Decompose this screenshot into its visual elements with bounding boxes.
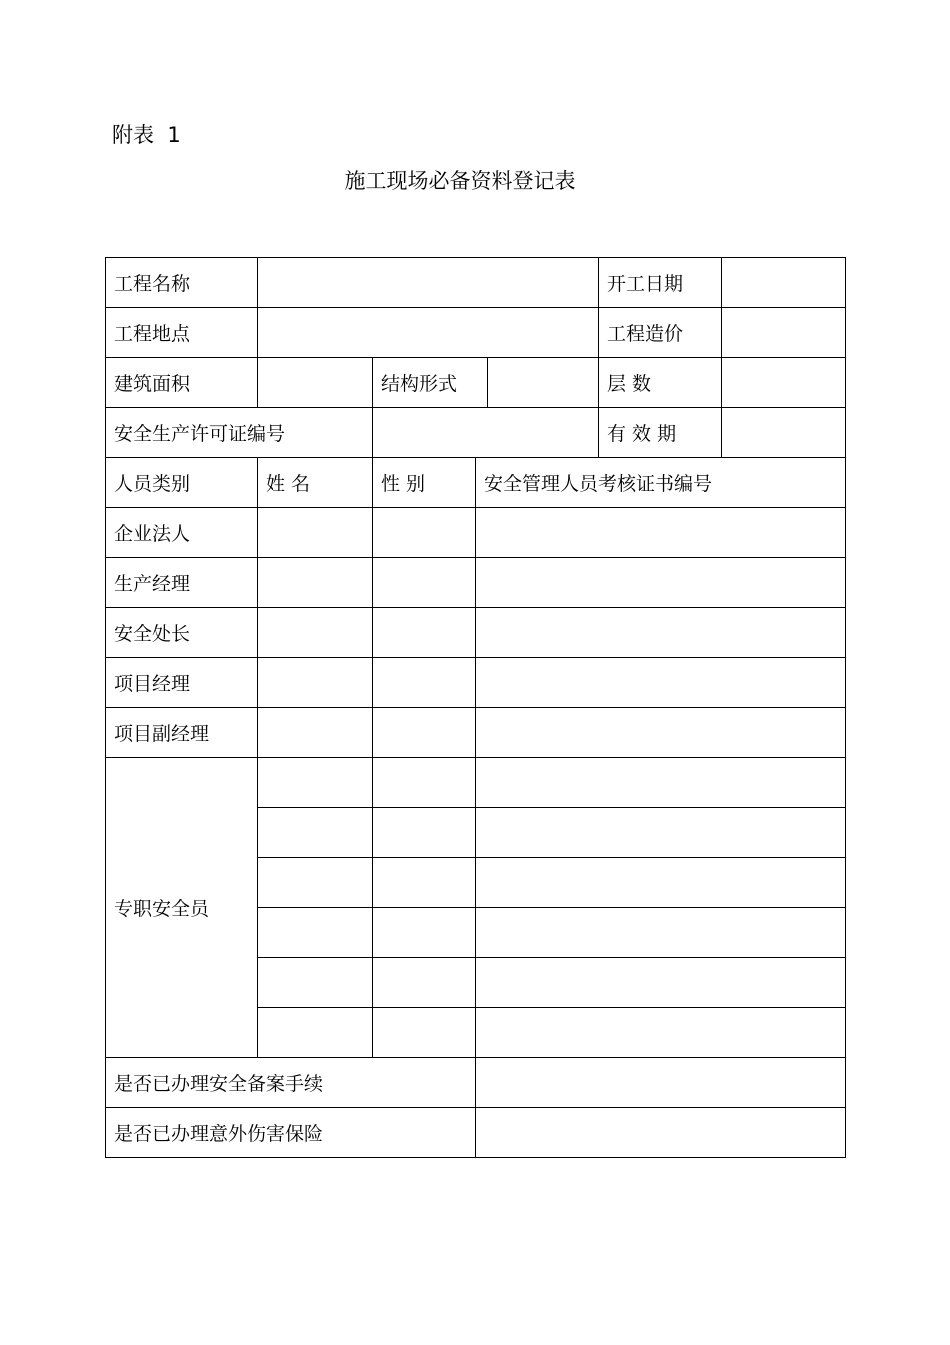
certificate-field[interactable] [476,758,846,808]
row-accident-insurance [106,1108,846,1158]
certificate-field[interactable] [476,858,846,908]
personnel-row [106,708,846,758]
role-label: 安全处长 [106,608,258,658]
gender-field[interactable] [373,958,476,1008]
personnel-row [106,508,846,558]
structure-type-label: 结构形式 [373,358,488,408]
floors-field[interactable] [722,358,846,408]
role-label: 生产经理 [106,558,258,608]
structure-type-field[interactable] [488,358,599,408]
name-field[interactable] [258,658,373,708]
personnel-header-row [106,458,846,508]
name-field[interactable] [258,908,373,958]
project-cost-field[interactable] [722,308,846,358]
header-name: 姓 名 [258,458,373,508]
gender-field[interactable] [373,508,476,558]
row-safety-permit [106,408,846,458]
row-project-location [106,308,846,358]
role-label: 企业法人 [106,508,258,558]
gender-field[interactable] [373,708,476,758]
certificate-field[interactable] [476,1008,846,1058]
header-certificate-number: 安全管理人员考核证书编号 [476,458,846,508]
certificate-field[interactable] [476,808,846,858]
start-date-field[interactable] [722,258,846,308]
name-field[interactable] [258,808,373,858]
certificate-field[interactable] [476,908,846,958]
personnel-row [106,558,846,608]
role-label: 项目经理 [106,658,258,708]
appendix-label: 附表 1 [112,123,181,147]
safety-filing-label: 是否已办理安全备案手续 [106,1058,476,1108]
role-label: 项目副经理 [106,708,258,758]
project-name-label: 工程名称 [106,258,258,308]
accident-insurance-label: 是否已办理意外伤害保险 [106,1108,476,1158]
name-field[interactable] [258,758,373,808]
safety-permit-field[interactable] [373,408,599,458]
personnel-row [106,608,846,658]
name-field[interactable] [258,608,373,658]
name-field[interactable] [258,858,373,908]
personnel-row [106,658,846,708]
floors-label: 层 数 [599,358,722,408]
gender-field[interactable] [373,808,476,858]
gender-field[interactable] [373,858,476,908]
project-name-field[interactable] [258,258,599,308]
gender-field[interactable] [373,658,476,708]
building-area-field[interactable] [258,358,373,408]
certificate-field[interactable] [476,558,846,608]
accident-insurance-field[interactable] [476,1108,846,1158]
safety-permit-label: 安全生产许可证编号 [106,408,373,458]
safety-officer-row [106,758,846,808]
name-field[interactable] [258,1008,373,1058]
header-gender: 性 别 [373,458,476,508]
name-field[interactable] [258,708,373,758]
project-location-label: 工程地点 [106,308,258,358]
row-project-name [106,258,846,308]
certificate-field[interactable] [476,708,846,758]
gender-field[interactable] [373,1008,476,1058]
registration-form-table [105,257,846,1158]
validity-label: 有 效 期 [599,408,722,458]
safety-filing-field[interactable] [476,1058,846,1108]
name-field[interactable] [258,558,373,608]
gender-field[interactable] [373,558,476,608]
start-date-label: 开工日期 [599,258,722,308]
validity-field[interactable] [722,408,846,458]
row-safety-filing [106,1058,846,1108]
name-field[interactable] [258,958,373,1008]
name-field[interactable] [258,508,373,558]
certificate-field[interactable] [476,508,846,558]
project-location-field[interactable] [258,308,599,358]
gender-field[interactable] [373,608,476,658]
certificate-field[interactable] [476,958,846,1008]
safety-officer-label: 专职安全员 [106,758,258,1058]
project-cost-label: 工程造价 [599,308,722,358]
gender-field[interactable] [373,908,476,958]
building-area-label: 建筑面积 [106,358,258,408]
certificate-field[interactable] [476,608,846,658]
row-building-area [106,358,846,408]
certificate-field[interactable] [476,658,846,708]
header-personnel-category: 人员类别 [106,458,258,508]
document-title: 施工现场必备资料登记表 [344,169,576,193]
gender-field[interactable] [373,758,476,808]
